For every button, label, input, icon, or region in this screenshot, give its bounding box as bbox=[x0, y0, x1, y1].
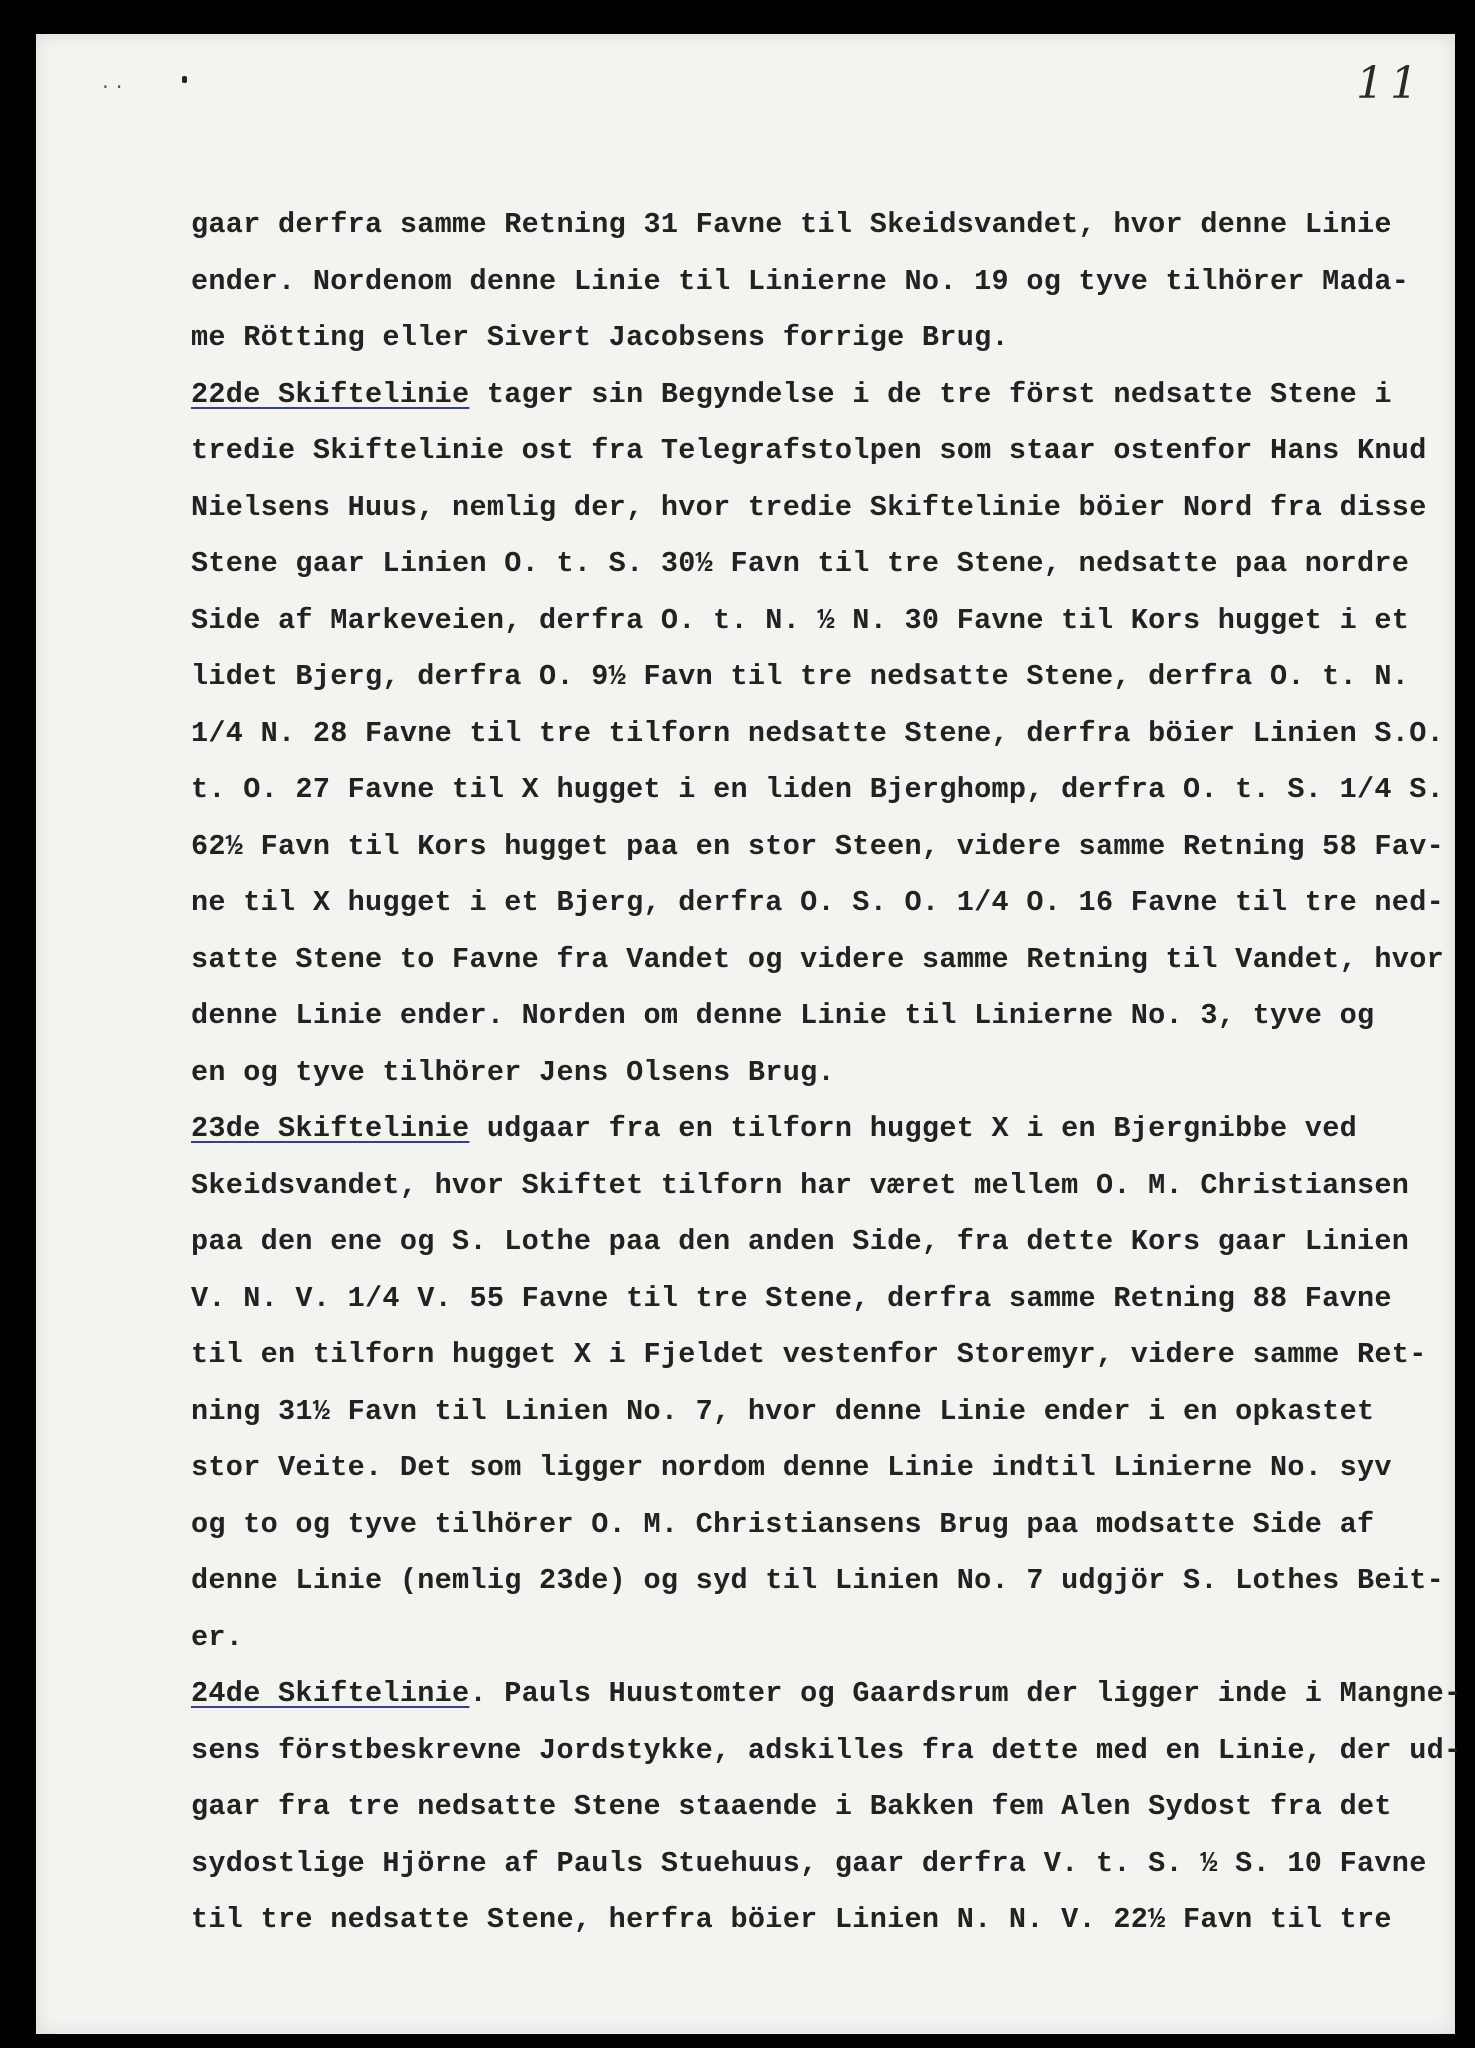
text-line: Nielsens Huus, nemlig der, hvor tredie Skiftelinie böier Nord fra disse bbox=[191, 490, 1427, 524]
text-line: til tre nedsatte Stene, herfra böier Linien N. N. V. 22½ Favn til tre bbox=[191, 1903, 1392, 1936]
section-heading-22: 22de Skiftelinie bbox=[191, 377, 470, 411]
text-line: Side af Markeveien, derfra O. t. N. ½ N. 30 Favne til Kors hugget i et bbox=[191, 603, 1410, 637]
text-line: lidet Bjerg, derfra O. 9½ Favn til tre nedsatte Stene, derfra O. t. N. bbox=[191, 660, 1410, 693]
ink-dot bbox=[182, 76, 187, 83]
text-line: sydostlige Hjörne af Pauls Stuehuus, gaar derfra V. t. S. ½ S. 10 Favne bbox=[191, 1846, 1427, 1880]
top-marks: .. bbox=[100, 74, 128, 94]
text-line: paa den ene og S. Lothe paa den anden Side, fra dette Kors gaar Linien bbox=[191, 1225, 1410, 1258]
text-line: . Pauls Huustomter og Gaardsrum der ligger inde i Mangne- bbox=[469, 1677, 1462, 1710]
text-line: ender. Nordenom denne Linie til Linierne No. 19 og tyve tilhörer Mada- bbox=[191, 264, 1410, 298]
section-heading-23: 23de Skiftelinie bbox=[191, 1112, 470, 1145]
text-line: ne til X hugget i et Bjerg, derfra O. S. O. 1/4 O. 16 Favne til tre ned- bbox=[191, 886, 1444, 919]
text-line: udgaar fra en tilforn hugget X i en Bjergnibbe ved bbox=[469, 1112, 1357, 1145]
text-line: Stene gaar Linien O. t. S. 30½ Favn til tre Stene, nedsatte paa nordre bbox=[191, 547, 1410, 580]
section-start-line bbox=[191, 1101, 1431, 1158]
text-line: sens förstbeskrevne Jordstykke, adskilles fra dette med en Linie, der ud- bbox=[191, 1733, 1462, 1767]
text-line: stor Veite. Det som ligger nordom denne Linie indtil Linierne No. syv bbox=[191, 1451, 1392, 1484]
text-line: t. O. 27 Favne til X hugget i en liden Bjerghomp, derfra O. t. S. 1/4 S. bbox=[191, 773, 1444, 806]
text-line: til en tilforn hugget X i Fjeldet vestenfor Storemyr, videre samme Ret- bbox=[191, 1338, 1427, 1371]
text-line: gaar derfra samme Retning 31 Favne til Skeidsvandet, hvor denne Linie bbox=[191, 208, 1392, 241]
text-line: me Rötting eller Sivert Jacobsens forrige Brug. bbox=[191, 321, 1009, 354]
text-line: tager sin Begyndelse i de tre först nedsatte Stene i bbox=[469, 377, 1392, 411]
text-line: ning 31½ Favn til Linien No. 7, hvor denne Linie ender i en opkastet bbox=[191, 1394, 1375, 1428]
text-line: V. N. V. 1/4 V. 55 Favne til tre Stene, derfra samme Retning 88 Favne bbox=[191, 1281, 1392, 1315]
text-line: 62½ Favn til Kors hugget paa en stor Steen, videre samme Retning 58 Fav- bbox=[191, 829, 1444, 863]
text-line: og to og tyve tilhörer O. M. Christiansens Brug paa modsatte Side af bbox=[191, 1507, 1375, 1541]
text-line: denne Linie ender. Norden om denne Linie til Linierne No. 3, tyve og bbox=[191, 999, 1375, 1032]
text-line: er. bbox=[191, 1620, 244, 1654]
document-body bbox=[191, 197, 1462, 1949]
page-number: 11 bbox=[1356, 58, 1424, 109]
section-heading-24: 24de Skiftelinie bbox=[191, 1677, 470, 1710]
text-line: Skeidsvandet, hvor Skiftet tilforn har været mellem O. M. Christiansen bbox=[191, 1168, 1410, 1202]
text-line: 1/4 N. 28 Favne til tre tilforn nedsatte Stene, derfra böier Linien S.O. bbox=[191, 716, 1444, 750]
section-start-line bbox=[191, 367, 1431, 424]
text-line: denne Linie (nemlig 23de) og syd til Linien No. 7 udgjör S. Lothes Beit- bbox=[191, 1564, 1444, 1597]
text-line: en og tyve tilhörer Jens Olsens Brug. bbox=[191, 1055, 835, 1089]
text-line: gaar fra tre nedsatte Stene staaende i Bakken fem Alen Sydost fra det bbox=[191, 1790, 1392, 1823]
text-line: satte Stene to Favne fra Vandet og videre samme Retning til Vandet, hvor bbox=[191, 942, 1444, 976]
text-line: tredie Skiftelinie ost fra Telegrafstolpen som staar ostenfor Hans Knud bbox=[191, 434, 1427, 467]
section-start-line bbox=[191, 1666, 1462, 1723]
